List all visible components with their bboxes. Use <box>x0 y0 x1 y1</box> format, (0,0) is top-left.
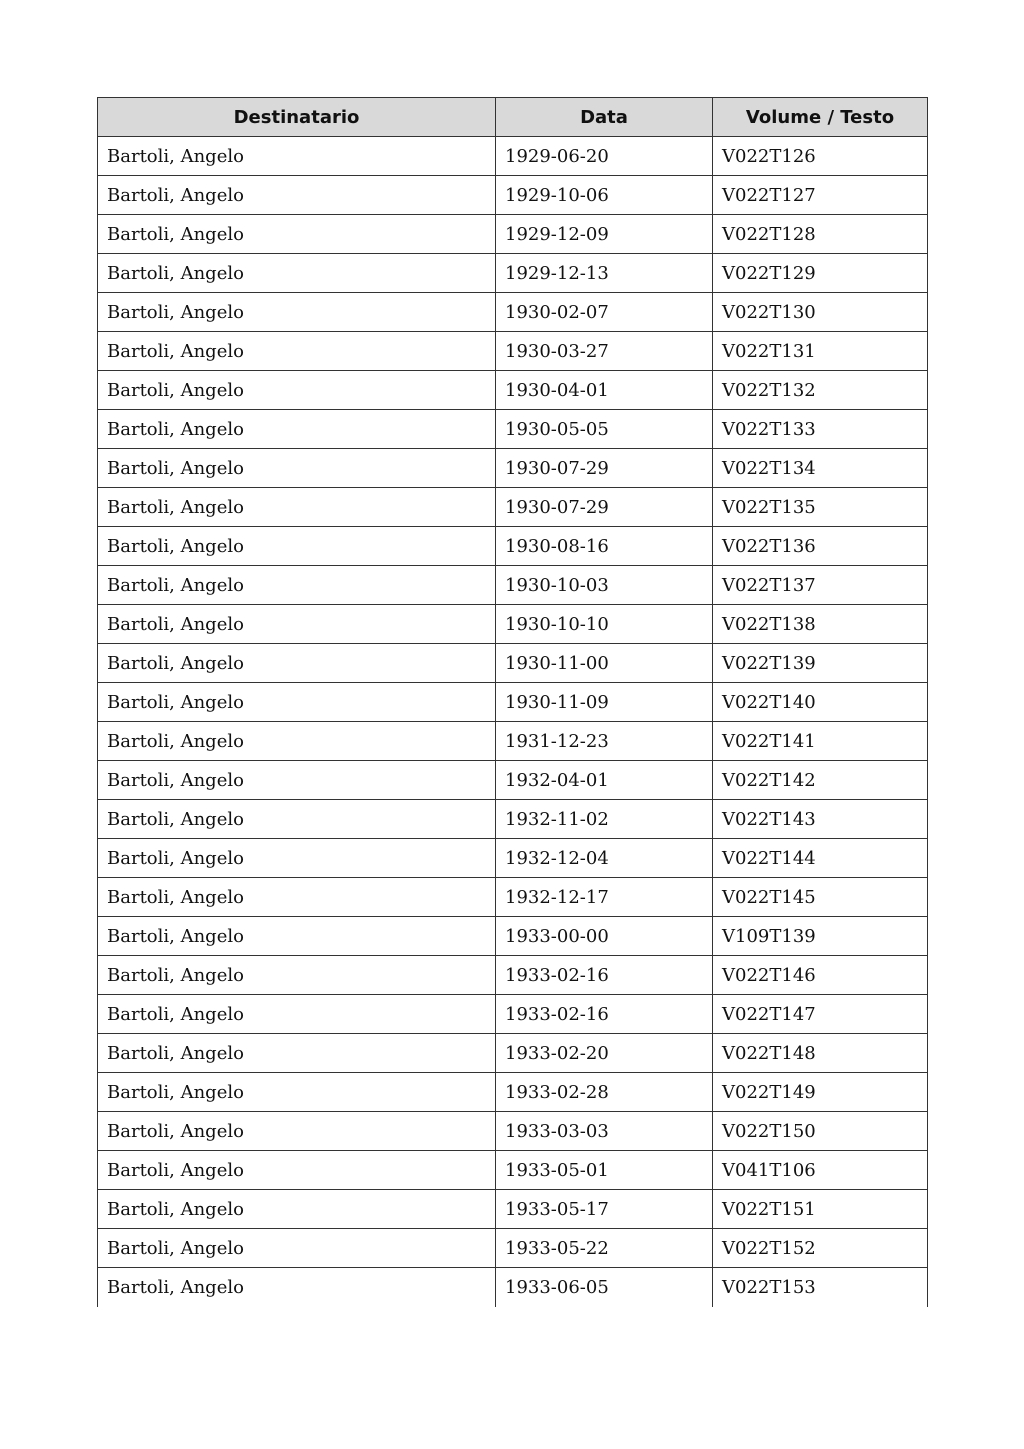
recipient-cell: Bartoli, Angelo <box>98 644 496 683</box>
table-row <box>98 722 928 761</box>
recipient-cell: Bartoli, Angelo <box>98 839 496 878</box>
date-cell: 1930-11-09 <box>496 683 713 722</box>
recipient-cell: Bartoli, Angelo <box>98 878 496 917</box>
volume-text-cell: V022T133 <box>713 410 928 449</box>
date-cell: 1933-06-05 <box>496 1268 713 1307</box>
recipient-cell: Bartoli, Angelo <box>98 1268 496 1307</box>
table-row <box>98 371 928 410</box>
volume-text-cell: V022T134 <box>713 449 928 488</box>
date-cell: 1930-08-16 <box>496 527 713 566</box>
recipient-cell: Bartoli, Angelo <box>98 566 496 605</box>
recipient-cell: Bartoli, Angelo <box>98 956 496 995</box>
recipient-cell: Bartoli, Angelo <box>98 1151 496 1190</box>
recipient-cell: Bartoli, Angelo <box>98 410 496 449</box>
recipient-cell: Bartoli, Angelo <box>98 488 496 527</box>
volume-text-cell: V022T144 <box>713 839 928 878</box>
column-header-destinatario: Destinatario <box>98 98 496 137</box>
recipient-cell: Bartoli, Angelo <box>98 371 496 410</box>
date-cell: 1930-10-10 <box>496 605 713 644</box>
date-cell: 1932-11-02 <box>496 800 713 839</box>
table-row <box>98 137 928 176</box>
volume-text-cell: V022T148 <box>713 1034 928 1073</box>
table-row <box>98 566 928 605</box>
table-row <box>98 917 928 956</box>
date-cell: 1933-03-03 <box>496 1112 713 1151</box>
table-row <box>98 1034 928 1073</box>
table-row <box>98 410 928 449</box>
table-row <box>98 995 928 1034</box>
date-cell: 1930-04-01 <box>496 371 713 410</box>
date-cell: 1932-12-17 <box>496 878 713 917</box>
table-row <box>98 1151 928 1190</box>
volume-text-cell: V022T130 <box>713 293 928 332</box>
recipient-cell: Bartoli, Angelo <box>98 176 496 215</box>
table-row <box>98 644 928 683</box>
volume-text-cell: V022T138 <box>713 605 928 644</box>
date-cell: 1930-07-29 <box>496 449 713 488</box>
recipient-cell: Bartoli, Angelo <box>98 917 496 956</box>
volume-text-cell: V109T139 <box>713 917 928 956</box>
letters-table <box>97 97 928 1307</box>
date-cell: 1930-03-27 <box>496 332 713 371</box>
table-body <box>98 137 928 1307</box>
volume-text-cell: V022T149 <box>713 1073 928 1112</box>
recipient-cell: Bartoli, Angelo <box>98 800 496 839</box>
volume-text-cell: V022T129 <box>713 254 928 293</box>
recipient-cell: Bartoli, Angelo <box>98 1190 496 1229</box>
volume-text-cell: V022T127 <box>713 176 928 215</box>
volume-text-cell: V022T150 <box>713 1112 928 1151</box>
volume-text-cell: V022T147 <box>713 995 928 1034</box>
table-row <box>98 956 928 995</box>
date-cell: 1933-02-28 <box>496 1073 713 1112</box>
recipient-cell: Bartoli, Angelo <box>98 527 496 566</box>
recipient-cell: Bartoli, Angelo <box>98 332 496 371</box>
recipient-cell: Bartoli, Angelo <box>98 1073 496 1112</box>
volume-text-cell: V022T143 <box>713 800 928 839</box>
date-cell: 1930-02-07 <box>496 293 713 332</box>
table-row <box>98 254 928 293</box>
recipient-cell: Bartoli, Angelo <box>98 722 496 761</box>
recipient-cell: Bartoli, Angelo <box>98 137 496 176</box>
date-cell: 1929-12-09 <box>496 215 713 254</box>
table-row <box>98 1268 928 1307</box>
recipient-cell: Bartoli, Angelo <box>98 761 496 800</box>
volume-text-cell: V022T142 <box>713 761 928 800</box>
volume-text-cell: V022T139 <box>713 644 928 683</box>
table-row <box>98 878 928 917</box>
table-row <box>98 176 928 215</box>
recipient-cell: Bartoli, Angelo <box>98 605 496 644</box>
volume-text-cell: V022T126 <box>713 137 928 176</box>
volume-text-cell: V022T131 <box>713 332 928 371</box>
date-cell: 1933-02-16 <box>496 956 713 995</box>
date-cell: 1933-00-00 <box>496 917 713 956</box>
recipient-cell: Bartoli, Angelo <box>98 683 496 722</box>
date-cell: 1930-11-00 <box>496 644 713 683</box>
recipient-cell: Bartoli, Angelo <box>98 995 496 1034</box>
table-row <box>98 527 928 566</box>
recipient-cell: Bartoli, Angelo <box>98 1112 496 1151</box>
date-cell: 1930-05-05 <box>496 410 713 449</box>
volume-text-cell: V041T106 <box>713 1151 928 1190</box>
table-row <box>98 605 928 644</box>
recipient-cell: Bartoli, Angelo <box>98 1034 496 1073</box>
table-row <box>98 293 928 332</box>
volume-text-cell: V022T128 <box>713 215 928 254</box>
date-cell: 1932-12-04 <box>496 839 713 878</box>
date-cell: 1931-12-23 <box>496 722 713 761</box>
table-row <box>98 683 928 722</box>
table-row <box>98 839 928 878</box>
recipient-cell: Bartoli, Angelo <box>98 254 496 293</box>
volume-text-cell: V022T136 <box>713 527 928 566</box>
volume-text-cell: V022T141 <box>713 722 928 761</box>
table-header <box>98 98 928 137</box>
volume-text-cell: V022T137 <box>713 566 928 605</box>
date-cell: 1933-02-16 <box>496 995 713 1034</box>
table-row <box>98 1229 928 1268</box>
date-cell: 1929-06-20 <box>496 137 713 176</box>
column-header-data: Data <box>496 98 713 137</box>
volume-text-cell: V022T135 <box>713 488 928 527</box>
volume-text-cell: V022T153 <box>713 1268 928 1307</box>
table-row <box>98 449 928 488</box>
volume-text-cell: V022T152 <box>713 1229 928 1268</box>
volume-text-cell: V022T151 <box>713 1190 928 1229</box>
date-cell: 1933-05-22 <box>496 1229 713 1268</box>
header-row <box>98 98 928 137</box>
date-cell: 1932-04-01 <box>496 761 713 800</box>
table-row <box>98 761 928 800</box>
table-row <box>98 332 928 371</box>
table-row <box>98 488 928 527</box>
date-cell: 1933-05-01 <box>496 1151 713 1190</box>
table-row <box>98 215 928 254</box>
table-row <box>98 1190 928 1229</box>
volume-text-cell: V022T132 <box>713 371 928 410</box>
table-row <box>98 800 928 839</box>
column-header-volume-testo: Volume / Testo <box>713 98 928 137</box>
recipient-cell: Bartoli, Angelo <box>98 449 496 488</box>
date-cell: 1933-05-17 <box>496 1190 713 1229</box>
volume-text-cell: V022T146 <box>713 956 928 995</box>
date-cell: 1933-02-20 <box>496 1034 713 1073</box>
table-row <box>98 1112 928 1151</box>
date-cell: 1930-07-29 <box>496 488 713 527</box>
recipient-cell: Bartoli, Angelo <box>98 293 496 332</box>
volume-text-cell: V022T140 <box>713 683 928 722</box>
date-cell: 1930-10-03 <box>496 566 713 605</box>
table-row <box>98 1073 928 1112</box>
date-cell: 1929-10-06 <box>496 176 713 215</box>
date-cell: 1929-12-13 <box>496 254 713 293</box>
recipient-cell: Bartoli, Angelo <box>98 1229 496 1268</box>
recipient-cell: Bartoli, Angelo <box>98 215 496 254</box>
volume-text-cell: V022T145 <box>713 878 928 917</box>
